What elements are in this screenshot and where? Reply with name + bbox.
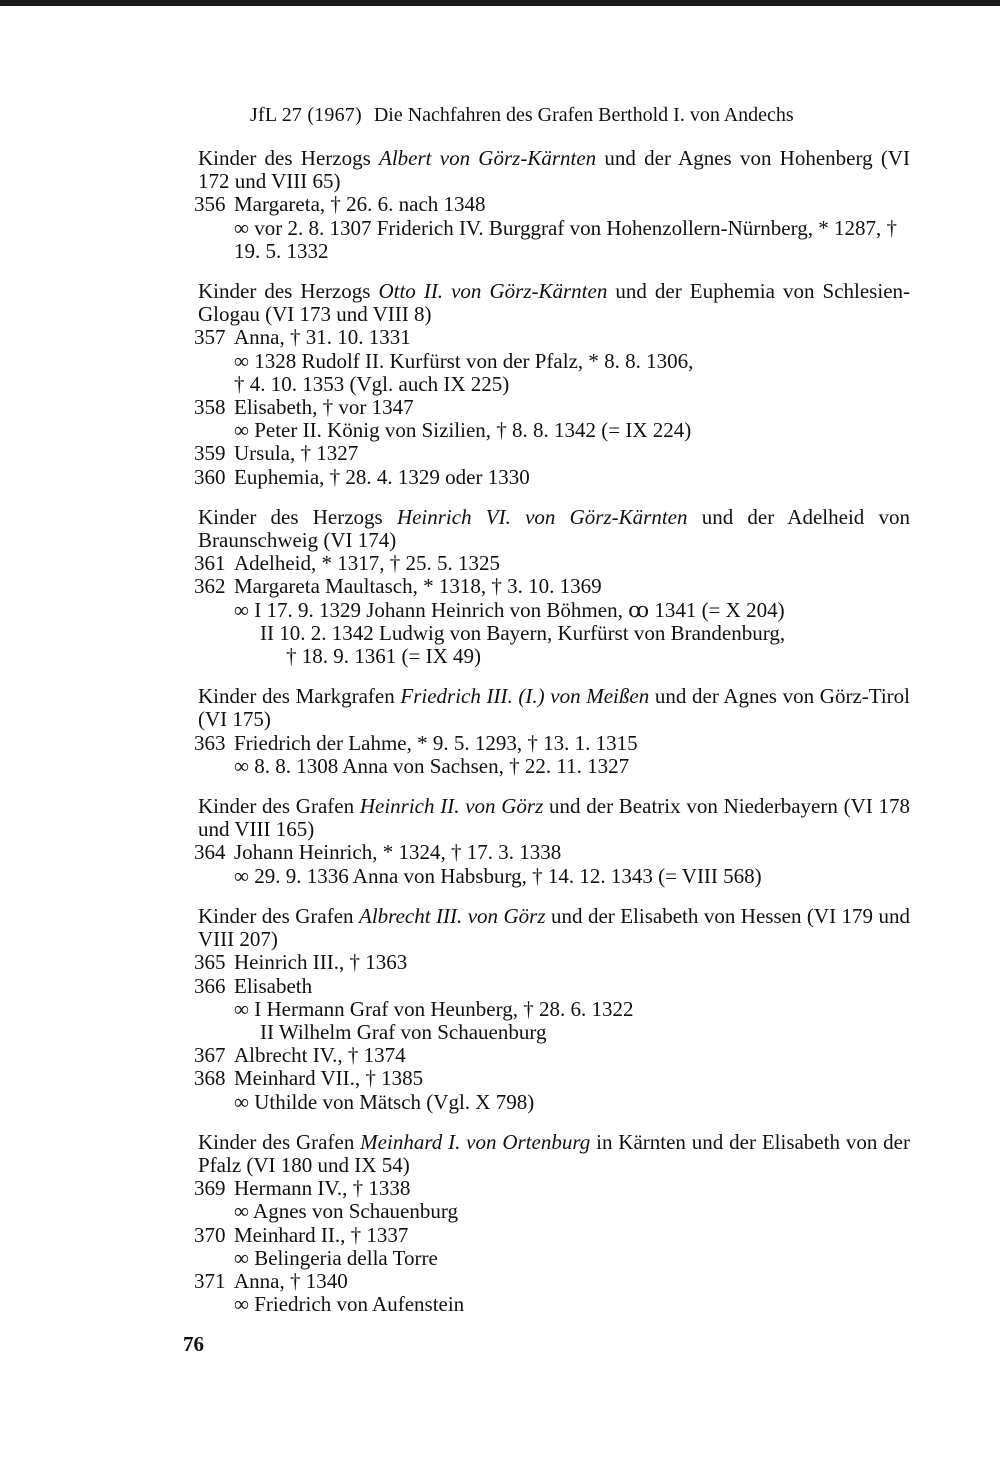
section-heading	[190, 905, 910, 951]
heading-suffix: und der Euphemia von Schlesien-Glogau (VI 173 und VIII 8)	[198, 279, 911, 327]
section-heading	[190, 147, 910, 193]
section-heading	[190, 506, 910, 552]
entry-number: 366	[194, 973, 226, 998]
entry-number: 369	[194, 1176, 226, 1201]
entry-text: ∞ 29. 9. 1336 Anna von Habsburg, † 14. 12. 1343 (= VIII 568)	[234, 863, 762, 888]
marriage-line	[190, 622, 910, 645]
parent-name: Friedrich III. (I.) von Meißen	[400, 684, 650, 709]
section-heading	[190, 1131, 910, 1177]
scan-edge	[0, 0, 1000, 6]
marriage-line	[190, 1247, 910, 1270]
entry-number: 362	[194, 574, 226, 599]
entry-text: II 10. 2. 1342 Ludwig von Bayern, Kurfürst von Brandenburg,	[260, 620, 786, 645]
entry-text: ∞ Friedrich von Aufenstein	[234, 1292, 465, 1317]
heading-suffix: in Kärnten und der Elisabeth von der Pfalz (VI 180 und IX 54)	[198, 1129, 910, 1177]
person-entry	[190, 732, 910, 755]
person-entry	[190, 552, 910, 575]
entry-text: Anna, † 1340	[234, 1268, 348, 1293]
entry-text: Elisabeth, † vor 1347	[234, 395, 414, 420]
entry-text: Anna, † 31. 10. 1331	[234, 325, 411, 350]
entry-text: ∞ Uthilde von Mätsch (Vgl. X 798)	[234, 1089, 535, 1114]
entry-text: II Wilhelm Graf von Schauenburg	[260, 1019, 547, 1044]
entry-text: † 18. 9. 1361 (= IX 49)	[286, 644, 481, 669]
person-entry	[190, 1270, 910, 1293]
person-entry	[190, 951, 910, 974]
family-section	[190, 147, 910, 263]
entry-text: Margareta, † 26. 6. nach 1348	[234, 192, 486, 217]
parent-name: Heinrich VI. von Görz-Kärnten	[396, 504, 688, 529]
entry-text: Meinhard VII., † 1385	[234, 1066, 424, 1091]
entry-text: ∞ Peter II. König von Sizilien, † 8. 8. 1342 (= IX 224)	[234, 418, 692, 443]
person-entry	[190, 975, 910, 998]
entry-number: 368	[194, 1066, 226, 1091]
heading-suffix: und der Agnes von Görz-Tirol (VI 175)	[198, 684, 911, 732]
entry-text: Friedrich der Lahme, * 9. 5. 1293, † 13. 1. 1315	[234, 730, 638, 755]
parent-name: Otto II. von Görz-Kärnten	[378, 279, 608, 304]
entry-text: Heinrich III., † 1363	[234, 950, 408, 975]
entry-text: † 4. 10. 1353 (Vgl. auch IX 225)	[234, 371, 510, 396]
marriage-line	[190, 998, 910, 1021]
family-section	[190, 685, 910, 778]
marriage-line	[190, 217, 910, 263]
marriage-line	[190, 1293, 910, 1316]
genealogy-content	[190, 147, 910, 1333]
entry-text: ∞ 8. 8. 1308 Anna von Sachsen, † 22. 11. 1327	[234, 753, 630, 778]
person-entry	[190, 442, 910, 465]
entry-number: 357	[194, 325, 226, 350]
entry-text: ∞ I Hermann Graf von Heunberg, † 28. 6. 1322	[234, 996, 634, 1021]
parent-name: Meinhard I. von Ortenburg	[360, 1129, 591, 1154]
heading-prefix: Kinder des Herzogs	[198, 146, 380, 170]
entry-text: ∞ I 17. 9. 1329 Johann Heinrich von Böhmen, ꝏ 1341 (= X 204)	[234, 597, 785, 622]
family-section	[190, 280, 910, 489]
person-entry	[190, 466, 910, 489]
heading-prefix: Kinder des Markgrafen	[198, 684, 401, 709]
heading-prefix: Kinder des Herzogs	[198, 279, 379, 304]
marriage-line	[190, 1200, 910, 1223]
entry-text: Johann Heinrich, * 1324, † 17. 3. 1338	[234, 840, 562, 865]
person-entry	[190, 326, 910, 349]
person-entry	[190, 1224, 910, 1247]
parent-name: Albert von Görz-Kärnten	[379, 146, 597, 170]
entry-number: 358	[194, 395, 226, 420]
entry-number: 364	[194, 840, 226, 865]
entry-number: 363	[194, 730, 226, 755]
parent-name: Heinrich II. von Görz	[359, 794, 544, 819]
entry-text: Albrecht IV., † 1374	[234, 1043, 406, 1068]
marriage-line	[190, 865, 910, 888]
section-heading	[190, 685, 910, 731]
heading-prefix: Kinder des Grafen	[198, 903, 360, 928]
heading-suffix: und der Agnes von Hohenberg (VI 172 und VIII 65)	[198, 146, 911, 194]
heading-prefix: Kinder des Grafen	[198, 794, 360, 819]
entry-number: 356	[194, 192, 226, 217]
entry-text: Ursula, † 1327	[234, 441, 359, 466]
entry-text: Margareta Maultasch, * 1318, † 3. 10. 1369	[234, 574, 602, 599]
entry-text: ∞ vor 2. 8. 1307 Friderich IV. Burggraf von Hohenzollern-Nürnberg, * 1287, † 19. 5. 1332	[234, 215, 897, 263]
entry-text: Hermann IV., † 1338	[234, 1176, 411, 1201]
heading-suffix: und der Elisabeth von Hessen (VI 179 und VIII 207)	[198, 903, 911, 952]
marriage-line	[190, 419, 910, 442]
marriage-line	[190, 599, 910, 622]
entry-text: Adelheid, * 1317, † 25. 5. 1325	[234, 551, 500, 576]
person-entry	[190, 1067, 910, 1090]
journal-reference: JfL 27 (1967)	[250, 104, 362, 126]
marriage-line	[190, 1091, 910, 1114]
marriage-line	[190, 755, 910, 778]
section-heading	[190, 280, 910, 326]
person-entry	[190, 193, 910, 216]
person-entry	[190, 396, 910, 419]
person-entry	[190, 841, 910, 864]
entry-number: 359	[194, 441, 226, 466]
entry-text: ∞ Agnes von Schauenburg	[234, 1199, 458, 1224]
marriage-line	[190, 1021, 910, 1044]
marriage-line	[190, 373, 910, 396]
entry-number: 360	[194, 464, 226, 489]
marriage-line	[190, 350, 910, 373]
entry-text: Euphemia, † 28. 4. 1329 oder 1330	[234, 464, 530, 489]
entry-text: Meinhard II., † 1337	[234, 1222, 409, 1247]
section-heading	[190, 795, 910, 841]
entry-text: Elisabeth	[234, 973, 313, 998]
person-entry	[190, 1044, 910, 1067]
person-entry	[190, 575, 910, 598]
family-section	[190, 795, 910, 888]
entry-number: 367	[194, 1043, 226, 1068]
marriage-line	[190, 645, 910, 668]
entry-number: 371	[194, 1268, 226, 1293]
heading-prefix: Kinder des Grafen	[198, 1129, 361, 1154]
person-entry	[190, 1177, 910, 1200]
running-title: Die Nachfahren des Grafen Berthold I. von Andechs	[373, 104, 794, 126]
entry-number: 361	[194, 551, 226, 576]
running-header	[250, 104, 890, 127]
entry-text: ∞ 1328 Rudolf II. Kurfürst von der Pfalz, * 8. 8. 1306,	[234, 348, 694, 373]
family-section	[190, 506, 910, 668]
page-number: 76	[183, 1332, 204, 1356]
family-section	[190, 905, 910, 1114]
heading-suffix: und der Adelheid von Braunschweig (VI 174)	[198, 504, 910, 553]
entry-number: 365	[194, 950, 226, 975]
parent-name: Albrecht III. von Görz	[359, 903, 546, 928]
family-section	[190, 1131, 910, 1317]
entry-text: ∞ Belingeria della Torre	[234, 1245, 438, 1270]
heading-prefix: Kinder des Herzogs	[198, 504, 397, 529]
heading-suffix: und der Beatrix von Niederbayern (VI 178 und VIII 165)	[198, 794, 910, 842]
entry-number: 370	[194, 1222, 226, 1247]
